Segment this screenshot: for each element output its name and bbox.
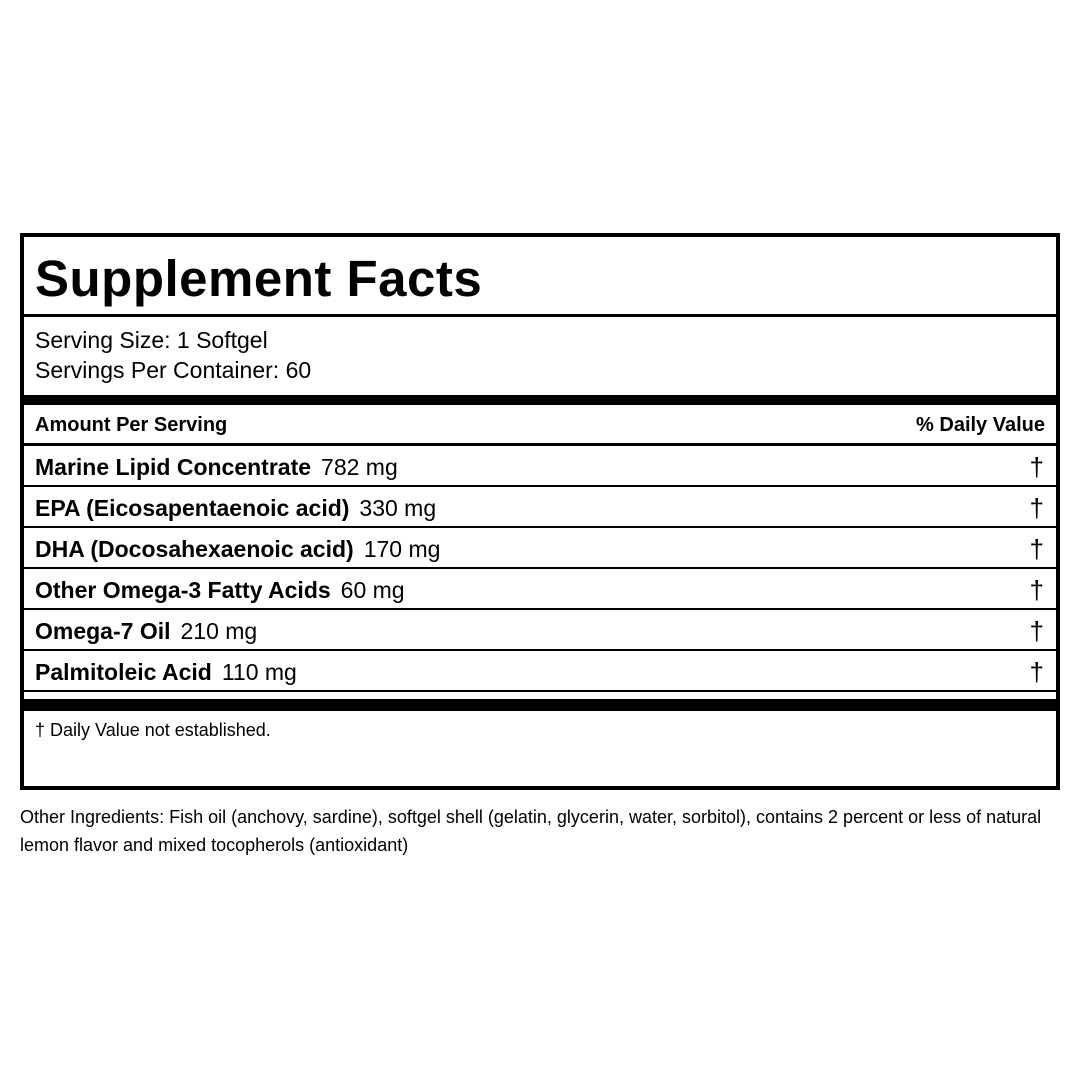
nutrient-row	[24, 610, 1056, 651]
nutrient-name: Omega-7 Oil	[35, 618, 171, 644]
title-row	[24, 237, 1056, 317]
nutrient-amount: 170 mg	[363, 536, 441, 562]
supplement-facts-panel	[20, 233, 1060, 790]
column-header-row	[24, 405, 1056, 446]
nutrient-amount: 210 mg	[180, 618, 258, 644]
dagger-symbol: †	[1029, 534, 1044, 564]
dagger-symbol: †	[1029, 575, 1044, 605]
dagger-symbol: †	[1029, 493, 1044, 523]
serving-size: Serving Size: 1 Softgel	[35, 327, 268, 353]
dagger-symbol: †	[1029, 616, 1044, 646]
nutrient-row	[24, 651, 1056, 692]
nutrient-rows	[24, 446, 1056, 692]
servings-per-container: Servings Per Container: 60	[35, 357, 312, 383]
nutrient-name: Palmitoleic Acid	[35, 659, 212, 685]
footnote-section	[24, 711, 1056, 781]
nutrient-amount: 60 mg	[340, 577, 405, 603]
footnote-text: † Daily Value not established.	[35, 720, 271, 740]
dagger-symbol: †	[1029, 452, 1044, 482]
nutrient-row	[24, 528, 1056, 569]
daily-value-header: % Daily Value	[916, 414, 1045, 436]
nutrient-row	[24, 446, 1056, 487]
amount-per-serving-header: Amount Per Serving	[35, 414, 228, 436]
divider-bar	[24, 692, 1056, 711]
nutrient-name: Marine Lipid Concentrate	[35, 454, 312, 480]
serving-info	[24, 317, 1056, 405]
nutrient-name: Other Omega-3 Fatty Acids	[35, 577, 331, 603]
nutrient-name: DHA (Docosahexaenoic acid)	[35, 536, 354, 562]
nutrient-name: EPA (Eicosapentaenoic acid)	[35, 495, 350, 521]
nutrient-row	[24, 569, 1056, 610]
nutrient-row	[24, 487, 1056, 528]
nutrient-amount: 110 mg	[221, 659, 297, 685]
other-ingredients: Other Ingredients: Fish oil (anchovy, sardine), softgel shell (gelatin, glycerin, water, sorbitol), contains 2 percent or less of natural lemon flavor and mixed tocopherols (antioxidant)	[20, 807, 1042, 855]
panel-title: Supplement Facts	[35, 250, 483, 307]
nutrient-amount: 782 mg	[321, 454, 398, 480]
nutrient-amount: 330 mg	[359, 495, 437, 521]
dagger-symbol: †	[1029, 657, 1044, 687]
